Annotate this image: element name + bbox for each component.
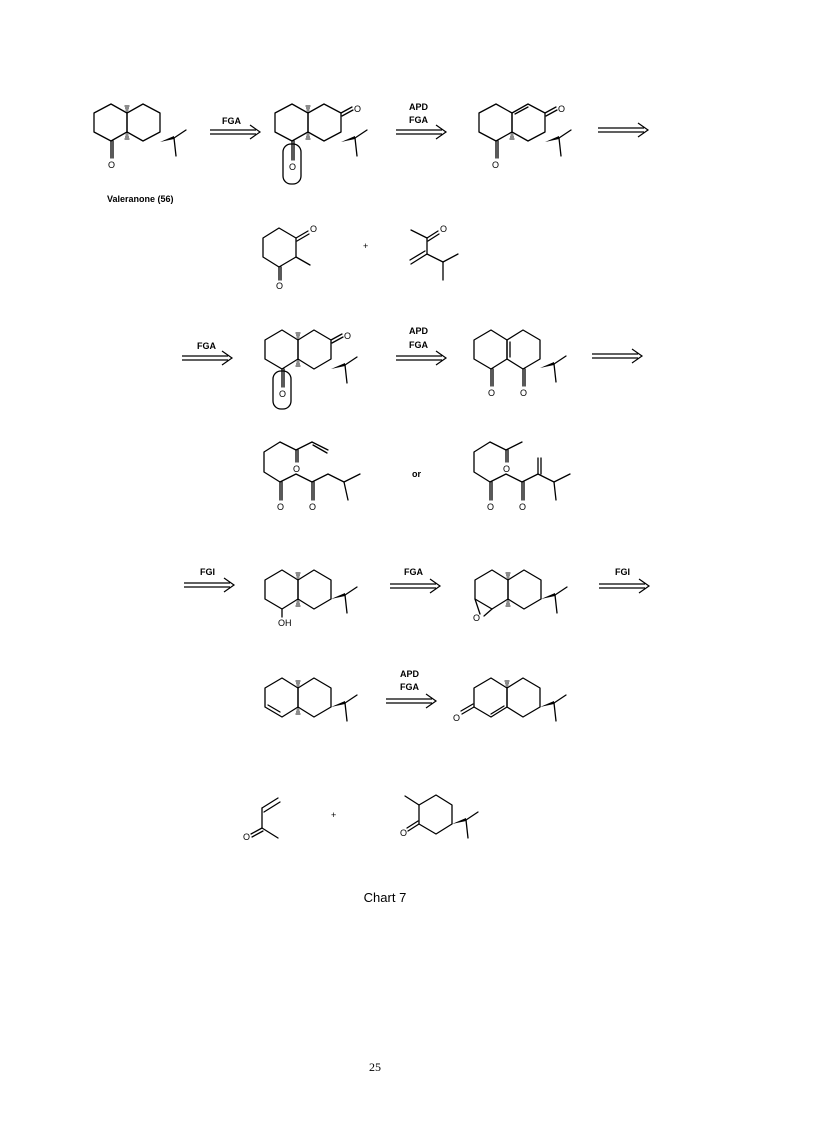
arrow-label-fga-3: FGA: [197, 341, 216, 351]
intermediate-octalone: [453, 678, 566, 723]
chart-caption: Chart 7: [363, 890, 407, 905]
arrow-label-fga-1: FGA: [222, 116, 241, 126]
arrow-label-fga-5: FGA: [404, 567, 423, 577]
retro-arrow-3: [598, 123, 648, 137]
oxygen-atom: O: [520, 388, 528, 398]
intermediate-octalindione: [474, 330, 566, 398]
arrow-label-apd-1: APD: [409, 102, 429, 112]
intermediate-epoxide: [473, 570, 567, 623]
retro-arrow-8: [390, 579, 440, 593]
arrow-label-fga-2: FGA: [409, 115, 428, 125]
intermediate-enedione: [479, 104, 571, 170]
oxygen-atom: O: [279, 389, 287, 399]
oxygen-atom: O: [293, 464, 301, 474]
oxygen-atom: O: [440, 224, 448, 234]
oxygen-atom: O: [453, 713, 461, 723]
oxygen-atom: O: [492, 160, 500, 170]
retro-arrow-10: [386, 694, 436, 708]
oxygen-atom: O: [277, 502, 285, 512]
oxygen-atom: O: [276, 281, 284, 291]
oxygen-atom: O: [309, 502, 317, 512]
arrow-label-fga-6: FGA: [400, 682, 419, 692]
plus-sign: +: [331, 810, 337, 820]
intermediate-octalin: [265, 678, 357, 721]
retro-arrow-7: [184, 578, 234, 592]
trione-chain-option-b: [474, 442, 570, 512]
oxygen-atom: O: [289, 162, 297, 172]
oxygen-atom: O: [503, 464, 511, 474]
trione-chain-option-a: [264, 442, 360, 512]
retro-arrow-2: [396, 125, 446, 139]
arrow-label-fgi-1: FGI: [200, 567, 215, 577]
intermediate-diketone-2: [265, 330, 357, 409]
oxygen-atom: O: [354, 104, 362, 114]
retro-arrow-6: [592, 349, 642, 363]
oxygen-atom: O: [344, 331, 352, 341]
oxygen-atom: O: [558, 104, 566, 114]
hydroxyl-group: OH: [278, 618, 292, 628]
retro-arrow-5: [396, 351, 446, 365]
intermediate-diketone-1: [275, 104, 367, 184]
compound-label: Valeranone (56): [107, 194, 174, 204]
oxygen-atom: O: [519, 502, 527, 512]
enone-fragment: [410, 224, 458, 280]
valeranone-structure: [94, 104, 186, 170]
intermediate-decalol: [265, 570, 357, 628]
plus-sign: +: [363, 241, 369, 251]
retro-arrow-1: [210, 125, 260, 139]
methyl-vinyl-ketone: [243, 798, 280, 842]
arrow-label-fgi-2: FGI: [615, 567, 630, 577]
arrow-label-apd-3: APD: [400, 669, 420, 679]
oxygen-atom: O: [488, 388, 496, 398]
oxygen-atom: O: [108, 160, 116, 170]
oxygen-atom: O: [487, 502, 495, 512]
methylcyclohexanedione: [263, 224, 317, 291]
oxygen-atom: O: [400, 828, 408, 838]
oxygen-atom: O: [310, 224, 318, 234]
or-text: or: [412, 469, 421, 479]
page-number: 25: [369, 1060, 381, 1074]
arrow-label-fga-4: FGA: [409, 340, 428, 350]
retro-arrow-9: [599, 579, 649, 593]
oxygen-atom: O: [473, 613, 481, 623]
menthone: [400, 795, 478, 838]
retro-arrow-4: [182, 351, 232, 365]
oxygen-atom: O: [243, 832, 251, 842]
arrow-label-apd-2: APD: [409, 326, 429, 336]
